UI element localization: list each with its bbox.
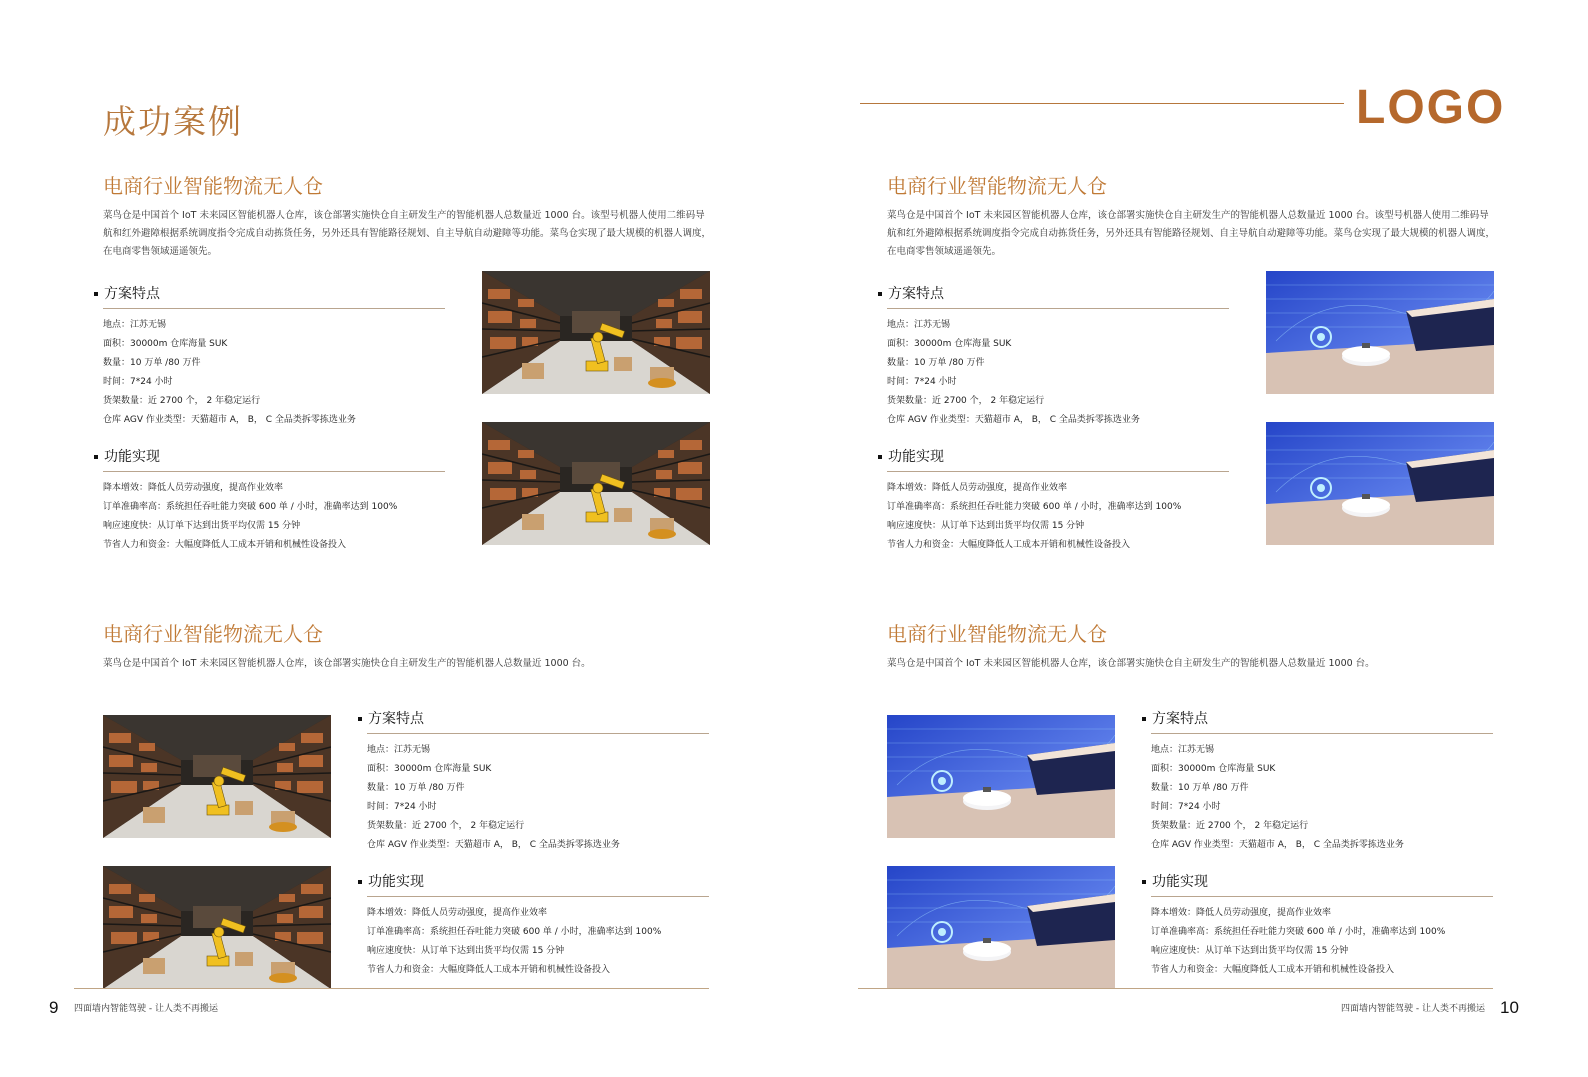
list-item: 面积：30000m 仓库海量 SUK [1151,764,1276,774]
list-item: 数量：10 万单 /80 万件 [103,358,201,368]
bullet-icon [358,880,362,884]
features-list-2 [887,316,1140,430]
list-item: 订单准确率高：系统担任吞吐能力突破 600 单 / 小时，准确率达到 100% [367,927,662,937]
bullet-icon [94,292,98,296]
case-intro-1: 菜鸟仓是中国首个 IoT 未来园区智能机器人仓库，该仓部署实施快仓自主研发生产的智能机器人总数量近 1000 台。该型号机器人使用二维码导航和红外避障根据系统调度指令完成自动拣货任务，另外还具有智能路径规划、自主导航自动避障等功能。菜鸟仓实现了最大规模的机器人调度，在电商零售领域遥遥领先。 [103,210,712,257]
list-item: 面积：30000m 仓库海量 SUK [367,764,492,774]
functions-heading-label: 功能实现 [104,449,160,465]
list-item: 节省人力和资金：大幅度降低人工成本开销和机械性设备投入 [367,965,611,975]
list-item: 订单准确率高：系统担任吞吐能力突破 600 单 / 小时，准确率达到 100% [887,502,1182,512]
list-item: 仓库 AGV 作业类型：天猫超市 A， B， C 全品类拆零拣选业务 [367,840,620,850]
list-item: 订单准确率高：系统担任吞吐能力突破 600 单 / 小时，准确率达到 100% [1151,927,1446,937]
case-intro-4: 菜鸟仓是中国首个 IoT 未来园区智能机器人仓库，该仓部署实施快仓自主研发生产的智能机器人总数量近 1000 台。 [887,658,1375,669]
functions-list-3 [367,904,661,980]
list-item: 货架数量：近 2700 个， 2 年稳定运行 [103,396,261,406]
logo: LOGO [1356,81,1506,134]
list-item: 降本增效：降低人员劳动强度，提高作业效率 [1151,908,1332,918]
section-divider [103,308,445,309]
list-item: 节省人力和资金：大幅度降低人工成本开销和机械性设备投入 [887,540,1131,550]
features-list-1 [103,316,356,430]
list-item: 地点：江苏无锡 [1151,745,1215,755]
features-heading-3 [358,708,424,728]
list-item: 降本增效：降低人员劳动强度，提高作业效率 [103,483,284,493]
list-item: 订单准确率高：系统担任吞吐能力突破 600 单 / 小时，准确率达到 100% [103,502,398,512]
list-item: 数量：10 万单 /80 万件 [367,783,465,793]
warehouse-photo [482,422,710,545]
list-item: 货架数量：近 2700 个， 2 年稳定运行 [887,396,1045,406]
section-divider [1151,733,1493,734]
features-heading-1 [94,283,160,303]
case-title-1: 电商行业智能物流无人仓 [103,174,323,198]
warehouse-photo [103,715,331,838]
functions-list-1 [103,479,397,555]
list-item: 时间：7*24 小时 [887,377,957,387]
list-item: 数量：10 万单 /80 万件 [1151,783,1249,793]
warehouse-photo [482,271,710,394]
robot-photo [1266,422,1494,545]
functions-list-2 [887,479,1181,555]
functions-heading-4 [1142,871,1208,891]
functions-heading-label: 功能实现 [1152,874,1208,890]
list-item: 货架数量：近 2700 个， 2 年稳定运行 [1151,821,1309,831]
page-number-right: 10 [1500,998,1519,1017]
robot-photo [887,715,1115,838]
list-item: 货架数量：近 2700 个， 2 年稳定运行 [367,821,525,831]
functions-list-4 [1151,904,1445,980]
page-number-left: 9 [49,998,59,1017]
list-item: 仓库 AGV 作业类型：天猫超市 A， B， C 全品类拆零拣选业务 [887,415,1140,425]
warehouse-photo [103,866,331,989]
case-intro-2: 菜鸟仓是中国首个 IoT 未来园区智能机器人仓库，该仓部署实施快仓自主研发生产的智能机器人总数量近 1000 台。该型号机器人使用二维码导航和红外避障根据系统调度指令完成自动拣货任务，另外还具有智能路径规划、自主导航自动避障等功能。菜鸟仓实现了最大规模的机器人调度，在电商零售领域遥遥领先。 [887,210,1496,257]
case-title-3: 电商行业智能物流无人仓 [103,622,323,646]
bullet-icon [358,717,362,721]
features-heading-label: 方案特点 [104,286,160,302]
section-divider [1151,896,1493,897]
section-divider [367,896,709,897]
features-heading-2 [878,283,944,303]
list-item: 仓库 AGV 作业类型：天猫超市 A， B， C 全品类拆零拣选业务 [103,415,356,425]
functions-heading-label: 功能实现 [368,874,424,890]
features-heading-4 [1142,708,1208,728]
bullet-icon [878,292,882,296]
section-divider [103,471,445,472]
list-item: 降本增效：降低人员劳动强度，提高作业效率 [367,908,548,918]
robot-photo [1266,271,1494,394]
list-item: 节省人力和资金：大幅度降低人工成本开销和机械性设备投入 [103,540,347,550]
functions-heading-label: 功能实现 [888,449,944,465]
list-item: 面积：30000m 仓库海量 SUK [103,339,228,349]
bullet-icon [94,455,98,459]
features-heading-label: 方案特点 [368,711,424,727]
section-divider [367,733,709,734]
bullet-icon [1142,880,1146,884]
features-list-4 [1151,741,1404,855]
list-item: 地点：江苏无锡 [887,320,951,330]
bullet-icon [878,455,882,459]
list-item: 响应速度快：从订单下达到出货平均仅需 15 分钟 [367,946,565,956]
list-item: 响应速度快：从订单下达到出货平均仅需 15 分钟 [1151,946,1349,956]
list-item: 时间：7*24 小时 [1151,802,1221,812]
functions-heading-2 [878,446,944,466]
functions-heading-3 [358,871,424,891]
footer-divider-left [74,988,709,989]
list-item: 地点：江苏无锡 [103,320,167,330]
robot-photo [887,866,1115,989]
list-item: 地点：江苏无锡 [367,745,431,755]
footer-slogan-left: 四面墙内智能驾驶 - 让人类不再搬运 [74,1004,218,1014]
bullet-icon [1142,717,1146,721]
list-item: 时间：7*24 小时 [367,802,437,812]
features-list-3 [367,741,620,855]
list-item: 节省人力和资金：大幅度降低人工成本开销和机械性设备投入 [1151,965,1395,975]
list-item: 降本增效：降低人员劳动强度，提高作业效率 [887,483,1068,493]
case-title-4: 电商行业智能物流无人仓 [887,622,1107,646]
features-heading-label: 方案特点 [1152,711,1208,727]
case-intro-3: 菜鸟仓是中国首个 IoT 未来园区智能机器人仓库，该仓部署实施快仓自主研发生产的智能机器人总数量近 1000 台。 [103,658,591,669]
section-divider [887,471,1229,472]
logo-divider [860,103,1344,104]
list-item: 面积：30000m 仓库海量 SUK [887,339,1012,349]
page-title: 成功案例 [103,102,243,141]
list-item: 仓库 AGV 作业类型：天猫超市 A， B， C 全品类拆零拣选业务 [1151,840,1404,850]
functions-heading-1 [94,446,160,466]
list-item: 响应速度快：从订单下达到出货平均仅需 15 分钟 [887,521,1085,531]
footer-divider-right [858,988,1493,989]
case-title-2: 电商行业智能物流无人仓 [887,174,1107,198]
footer-slogan-right: 四面墙内智能驾驶 - 让人类不再搬运 [1341,1004,1485,1014]
list-item: 响应速度快：从订单下达到出货平均仅需 15 分钟 [103,521,301,531]
list-item: 数量：10 万单 /80 万件 [887,358,985,368]
section-divider [887,308,1229,309]
list-item: 时间：7*24 小时 [103,377,173,387]
features-heading-label: 方案特点 [888,286,944,302]
